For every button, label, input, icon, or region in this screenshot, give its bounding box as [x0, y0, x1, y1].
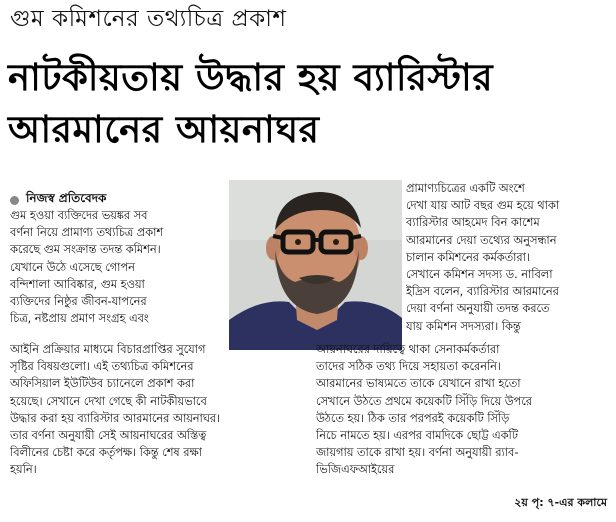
- text-line: ভিজিএফআইয়ের: [316, 463, 395, 477]
- text-line: আরমানের ভাষ্যমতে তাকে যেখানে রাখা হতো: [316, 377, 521, 391]
- text-line: উঠতে হয়। ঠিক তার পরপরই কয়েকটি সিঁড়ি: [316, 411, 510, 425]
- portrait-photo: [229, 180, 402, 350]
- text-line: অফিসিয়াল ইউটিউব চ্যানেলে প্রকাশ করা: [10, 377, 195, 391]
- text-line: হয়নি।: [10, 463, 37, 477]
- text-line: যেখানে উঠে এসেছে গোপন: [10, 260, 135, 274]
- text-line: হয়েছে। সেখানে দেখা গেছে কী নাটকীয়ভাবে: [10, 394, 207, 408]
- text-line: উদ্ধার করা হয় ব্যারিস্টার আরমানের আয়নাঘর।: [10, 411, 221, 425]
- continuation-note: ২য় পৃ: ৭-এর কলামে: [514, 496, 607, 509]
- bullet-icon: [10, 196, 19, 205]
- text-line: দেখা যায় আট বছর গুম হয়ে থাকা: [406, 199, 560, 213]
- text-line: দেয়া বর্ণনা অনুযায়ী তদন্ত করতে: [406, 302, 550, 316]
- text-line: গুম হওয়া ব্যক্তিদের ভয়ঙ্কর সব: [10, 209, 148, 222]
- portrait-illustration: [229, 180, 402, 350]
- text-line: সেখানে উঠতে প্রথমে কয়েকটি সিঁড়ি দিয়ে উপরে: [316, 394, 532, 408]
- text-line: বর্ণনা নিয়ে প্রামাণ্য তথ্যচিত্র প্রকাশ: [10, 226, 164, 240]
- text-line: চিত্র, নষ্টপ্রায় প্রমাণ সংগ্রহ এবং: [10, 312, 149, 326]
- text-line: চালান কমিশনের কর্মকর্তারা।: [406, 250, 530, 264]
- headline-line-1: নাটকীয়তায় উদ্ধার হয় ব্যারিস্টার: [8, 56, 494, 99]
- text-line: প্রামাণ্যচিত্রের একটি অংশে: [406, 182, 525, 195]
- text-line: বিলীনের চেষ্টা করে কর্তৃপক্ষ। কিন্তু শেষ রক্ষা: [10, 446, 202, 460]
- text-line: আইনি প্রক্রিয়ার মাধ্যমে বিচারপ্রাপ্তির সুযোগ: [10, 343, 206, 356]
- headline-line-2: আরমানের আয়নাঘর: [8, 108, 320, 151]
- text-line: যায় কমিশন সদস্যরা। কিন্তু: [406, 319, 521, 333]
- byline-text: নিজস্ব প্রতিবেদক: [26, 191, 107, 205]
- text-line: নিচে নামতে হয়। এরপর বামদিকে ছোট্ট একটি: [316, 429, 518, 443]
- text-line: সেখানে কমিশন সদস্য ড. নাবিলা: [406, 268, 553, 282]
- text-line: আরমানের দেয়া তথ্যের অনুসন্ধান: [406, 233, 557, 247]
- text-line: ব্যক্তিদের নিষ্ঠুর জীবন-যাপনের: [10, 295, 147, 309]
- bottom-left-column: [10, 341, 302, 479]
- right-column: [406, 180, 606, 335]
- bottom-columns: [10, 341, 606, 479]
- left-column: [10, 207, 223, 327]
- text-line: বন্দিশালা আবিষ্কার, গুম হওয়া: [10, 277, 145, 291]
- text-line: জায়গায় তাকে রাখা হয়। বর্ণনা অনুযায়ী র‍্যাব-: [316, 446, 519, 460]
- text-line: আয়নাঘরের দায়িত্বে থাকা সেনাকর্মকর্তারা: [316, 343, 500, 356]
- main-headline: [8, 52, 608, 156]
- text-line: সৃষ্টির বিষয়গুলো। এই তথ্যচিত্র কমিশনের: [10, 360, 194, 374]
- kicker-headline: গুম কমিশনের তথ্যচিত্র প্রকাশ: [10, 6, 287, 32]
- text-line: তাদের সঠিক তথ্য দিয়ে সহায়তা করেননি।: [316, 360, 501, 374]
- text-line: তার বর্ণনা অনুযায়ী সেই আয়নাঘরের অস্তিত্ব: [10, 429, 207, 443]
- text-line: ব্যারিস্টার আহমেদ বিন কাশেম: [406, 216, 540, 230]
- bottom-right-column: [316, 341, 606, 479]
- text-line: করেছে গুম সংক্রান্ত তদন্ত কমিশন।: [10, 243, 161, 257]
- text-line: ইদ্রিস বলেন, ব্যারিস্টার আরমানের: [406, 285, 559, 299]
